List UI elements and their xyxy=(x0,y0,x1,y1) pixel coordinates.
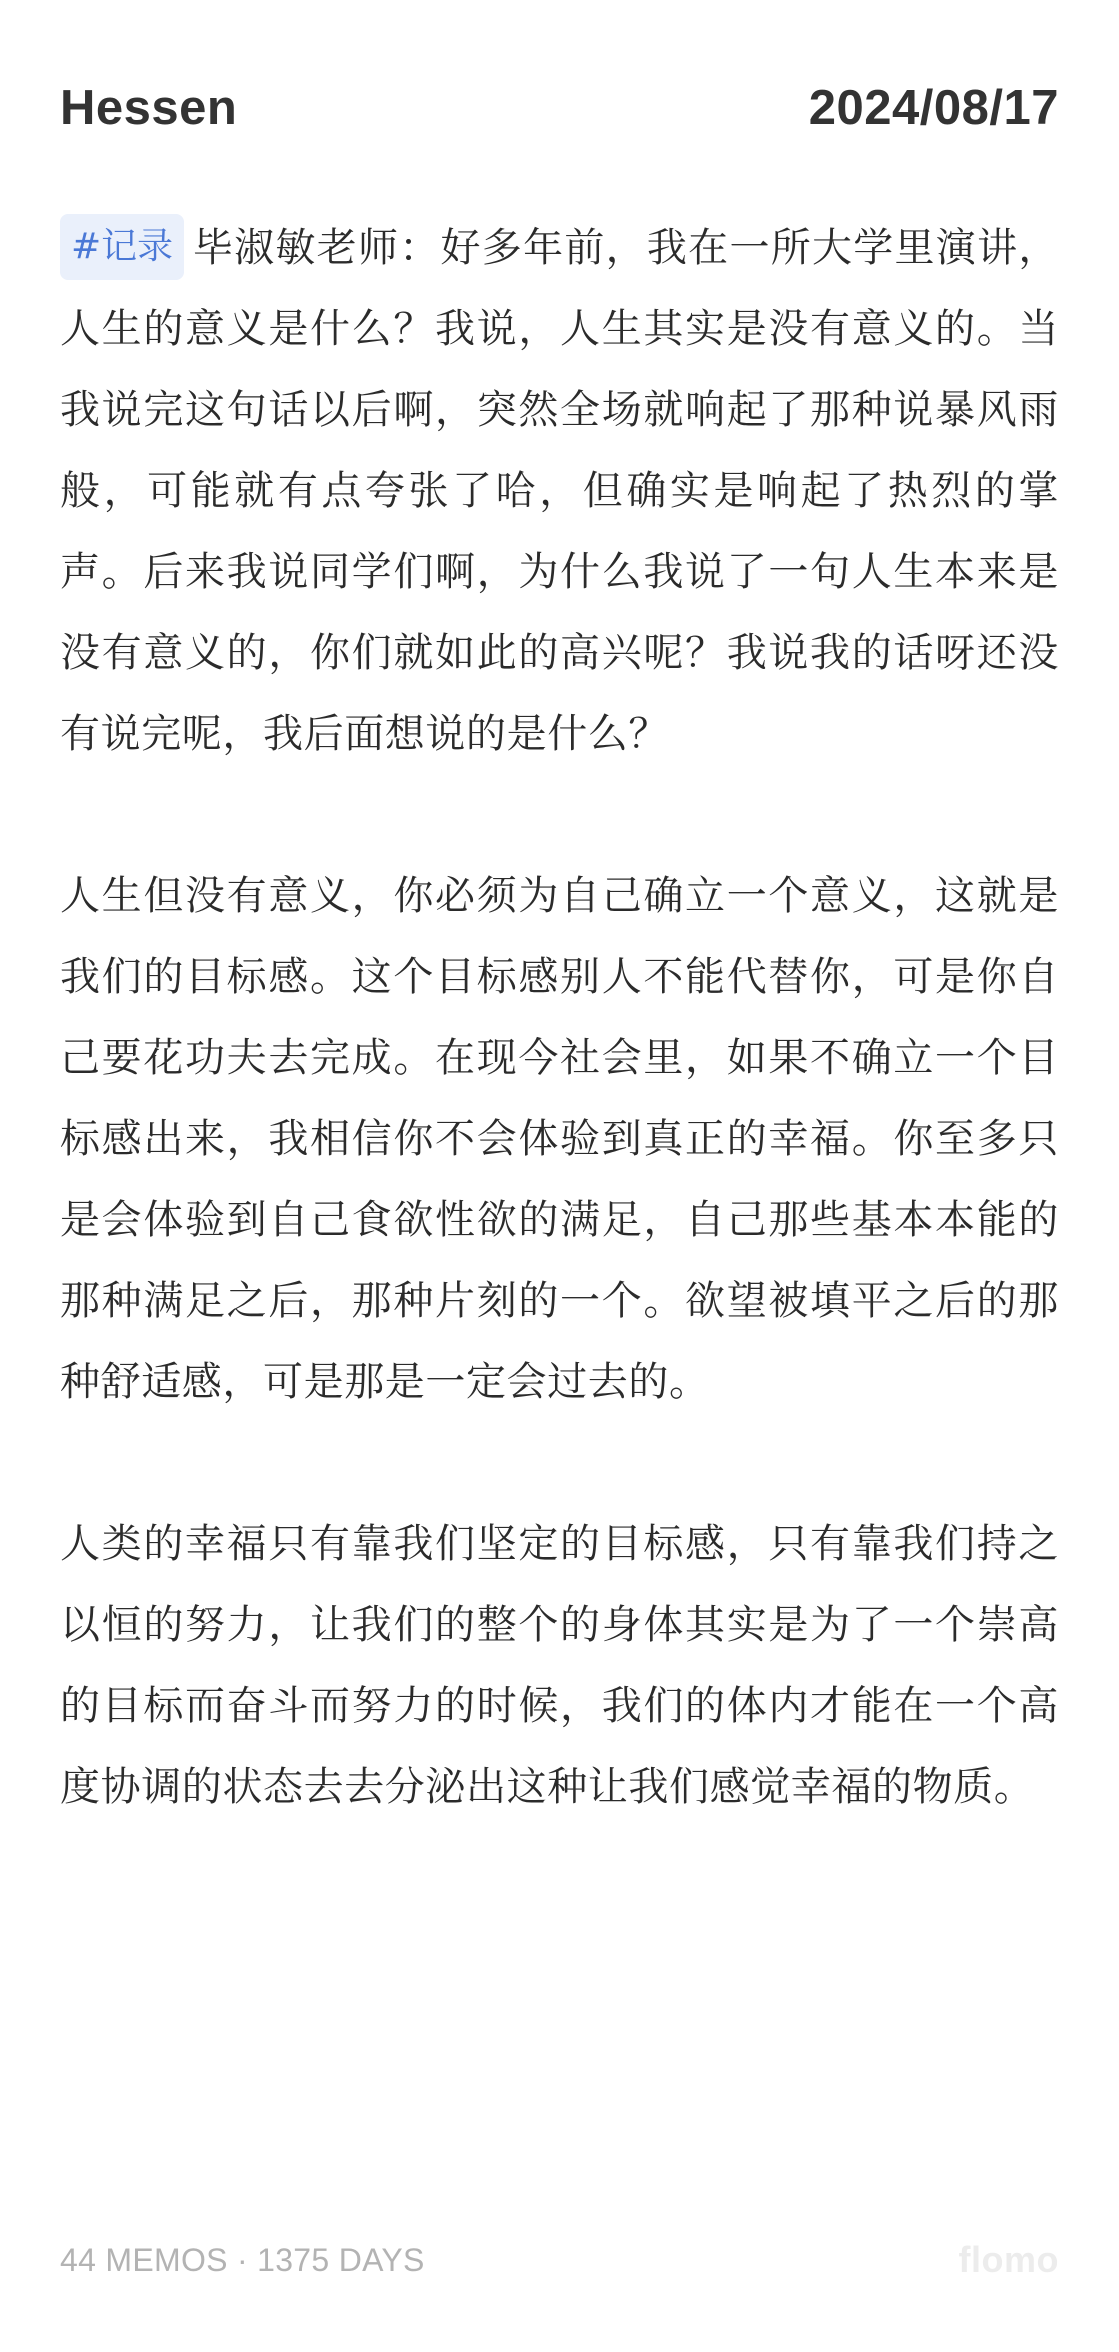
memo-date: 2024/08/17 xyxy=(808,81,1059,135)
tag-badge[interactable]: #记录 xyxy=(60,214,184,280)
memo-paragraph-2: 人生但没有意义，你必须为自己确立一个意义，这就是我们的目标感。这个目标感别人不能代替你，可是你自己要花功夫去完成。在现今社会里，如果不确立一个目标感出来，我相信你不会体验到真正的幸福。你至多只是会体验到自己食欲性欲的满足，自己那些基本本能的那种满足之后，那种片刻的一个。欲望被填平之后的那种舒适感，可是那是一定会过去的。 xyxy=(60,873,1059,1405)
author-name: Hessen xyxy=(60,81,238,135)
memo-footer xyxy=(60,2236,1059,2284)
memo-stats: 44 MEMOS · 1375 DAYS xyxy=(60,2241,425,2278)
memo-paragraph-3: 人类的幸福只有靠我们坚定的目标感，只有靠我们持之以恒的努力，让我们的整个的身体其实是为了一个崇高的目标而奋斗而努力的时候，我们的体内才能在一个高度协调的状态去去分泌出这种让我们感觉幸福的物质。 xyxy=(60,1521,1059,1810)
paragraph-text: 毕淑敏老师：好多年前，我在一所大学里演讲，人生的意义是什么？我说，人生其实是没有意义的。当我说完这句话以后啊，突然全场就响起了那种说暴风雨般，可能就有点夸张了哈，但确实是响起了热烈的掌声。后来我说同学们啊，为什么我说了一句人生本来是没有意义的，你们就如此的高兴呢？我说我的话呀还没有说完呢，我后面想说的是什么？ xyxy=(60,225,1059,757)
memo-header xyxy=(60,78,1059,138)
memo-paragraph-1 xyxy=(60,208,1059,775)
memo-content xyxy=(60,208,1059,1828)
memo-card xyxy=(60,0,1059,2352)
brand-logo: flomo xyxy=(958,2239,1059,2280)
